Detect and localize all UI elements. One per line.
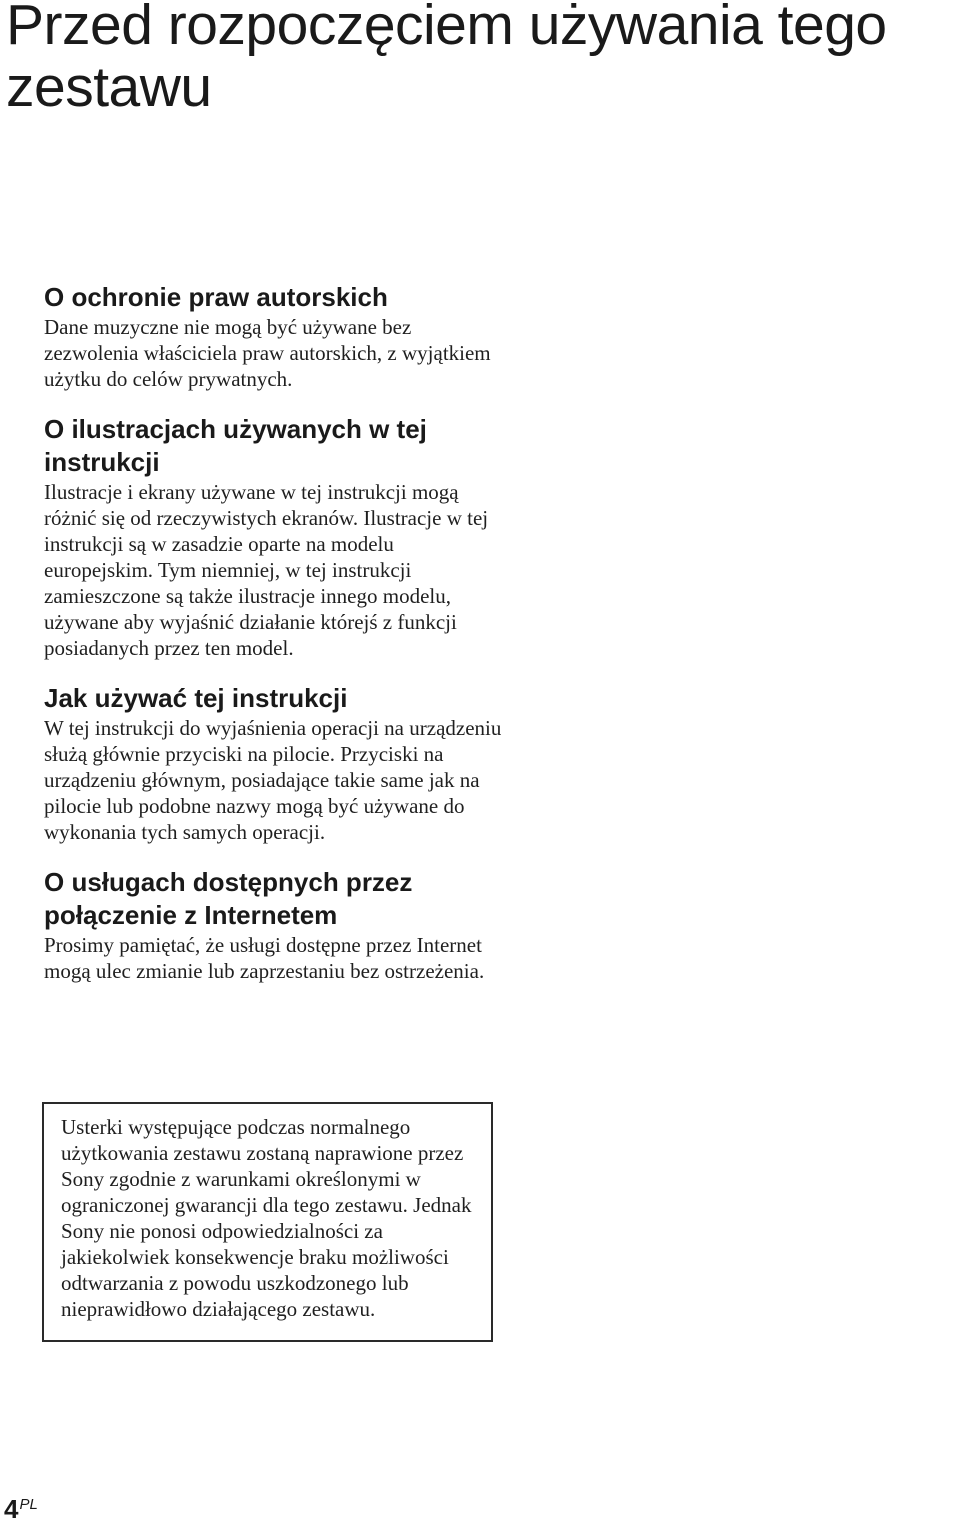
page-number: 4	[4, 1494, 19, 1524]
section-internet-services	[44, 866, 504, 984]
section-body: W tej instrukcji do wyjaśnienia operacji na urządzeniu służą głównie przyciski na pilocie. Przyciski na urządzeniu głównym, posiadające takie same jak na pilocie lub podobne nazwy mogą być używane do wykonania tych samych operacji.	[44, 716, 502, 844]
section-body: Prosimy pamiętać, że usługi dostępne przez Internet mogą ulec zmianie lub zaprzestaniu bez ostrzeżenia.	[44, 933, 485, 983]
section-heading: Jak używać tej instrukcji	[44, 683, 348, 713]
section-copyright	[44, 281, 504, 392]
section-body: Dane muzyczne nie mogą być używane bez zezwolenia właściciela praw autorskich, z wyjątkiem użytku do celów prywatnych.	[44, 315, 491, 391]
section-illustrations	[44, 413, 504, 661]
section-body: Ilustracje i ekrany używane w tej instrukcji mogą różnić się od rzeczywistych ekranów. Ilustracje w tej instrukcji są w zasadzie oparte na modelu europejskim. Tym niemniej, w tej instrukcji zamieszczone są także ilustracje innego modelu, używane aby wyjaśnić działanie którejś z funkcji posiadanych przez ten model.	[44, 480, 489, 660]
page-language-code: PL	[19, 1496, 38, 1513]
page-footer	[4, 1494, 38, 1525]
section-heading: O ochronie praw autorskich	[44, 282, 388, 312]
section-how-to-use	[44, 682, 504, 845]
section-heading: O ilustracjach używanych w tej instrukcji	[44, 414, 427, 477]
section-heading: O usługach dostępnych przez połączenie z Internetem	[44, 867, 413, 930]
main-content	[44, 281, 504, 1005]
warranty-notice-text: Usterki występujące podczas normalnego użytkowania zestawu zostaną naprawione przez Sony zgodnie z warunkami określonymi w ograniczonej gwarancji dla tego zestawu. Jednak Sony nie ponosi odpowiedzialności za jakiekolwiek konsekwencje braku możliwości odtwarzania z powodu uszkodzonego lub nieprawidłowo działającego zestawu.	[61, 1115, 472, 1321]
page-title: Przed rozpoczęciem używania tego zestawu	[6, 0, 887, 119]
warranty-notice-box	[42, 1102, 493, 1342]
